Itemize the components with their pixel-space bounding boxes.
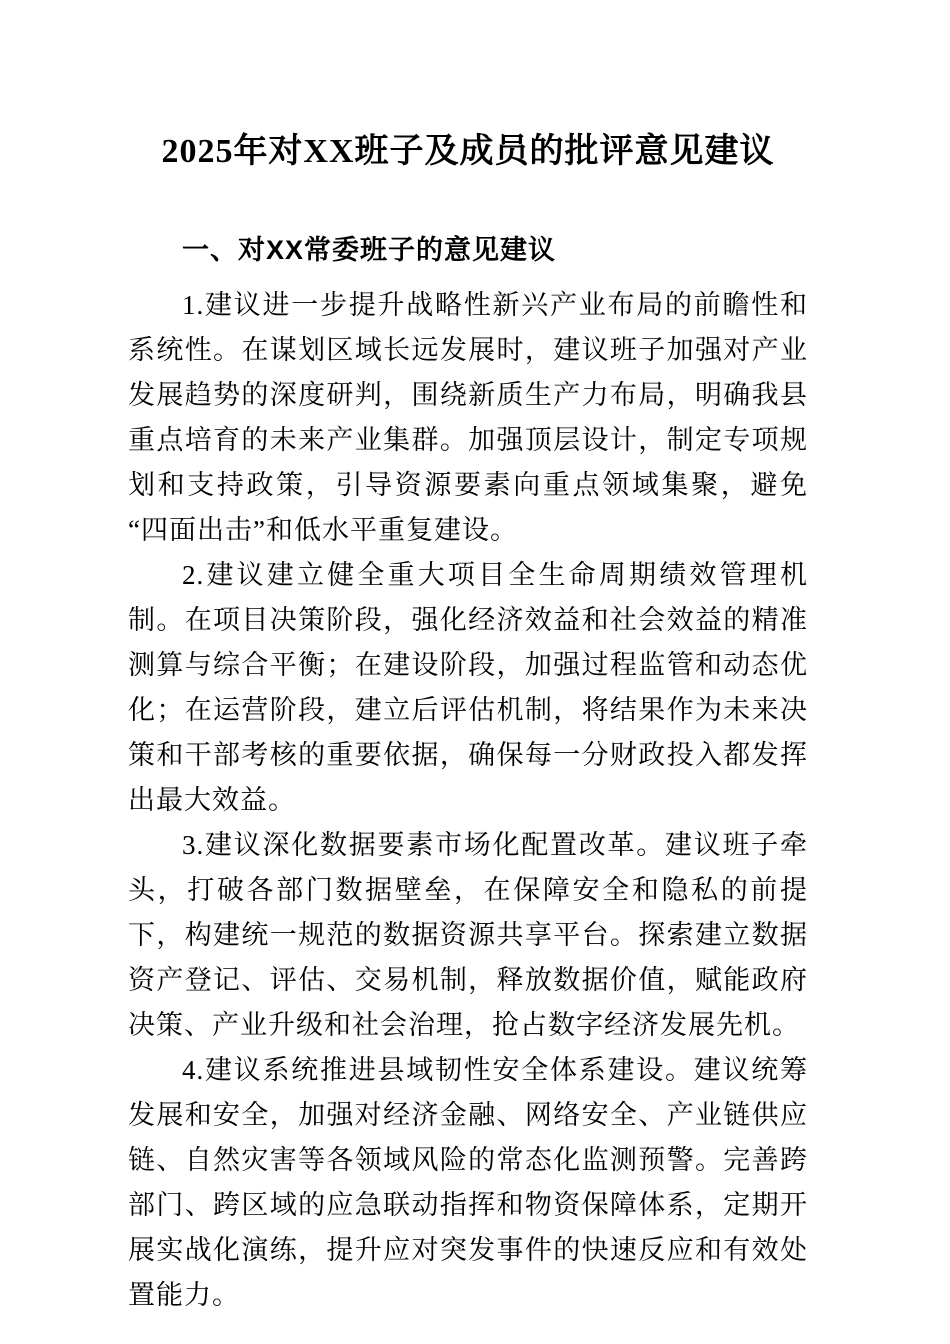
paragraph-4: 4.建议系统推进县域韧性安全体系建设。建议统筹发展和安全，加强对经济金融、网络安全、产业链供应链、自然灾害等各领域风险的常态化监测预警。完善跨部门、跨区域的应急联动指挥和物资保障体系，定期开展实战化演练，提升应对突发事件的快速反应和有效处置能力。 xyxy=(128,1055,808,1310)
paragraph-2: 2.建议建立健全重大项目全生命周期绩效管理机制。在项目决策阶段，强化经济效益和社会效益的精准测算与综合平衡；在建设阶段，加强过程监管和动态优化；在运营阶段，建立后评估机制，将结果作为未来决策和干部考核的重要依据，确保每一分财政投入都发挥出最大效益。 xyxy=(128,560,808,815)
section-heading: 一、对XX常委班子的意见建议 xyxy=(182,235,557,265)
document-title: 2025年对XX班子及成员的批评意见建议 xyxy=(161,133,775,170)
paragraph-1: 1.建议进一步提升战略性新兴产业布局的前瞻性和系统性。在谋划区域长远发展时，建议班子加强对产业发展趋势的深度研判，围绕新质生产力布局，明确我县重点培育的未来产业集群。加强顶层设计，制定专项规划和支持政策，引导资源要素向重点领域集聚，避免“四面出击”和低水平重复建设。 xyxy=(128,290,808,545)
document-body xyxy=(128,283,808,1318)
paragraph-3: 3.建议深化数据要素市场化配置改革。建议班子牵头，打破各部门数据壁垒，在保障安全和隐私的前提下，构建统一规范的数据资源共享平台。探索建立数据资产登记、评估、交易机制，释放数据价值，赋能政府决策、产业升级和社会治理，抢占数字经济发展先机。 xyxy=(128,830,808,1040)
